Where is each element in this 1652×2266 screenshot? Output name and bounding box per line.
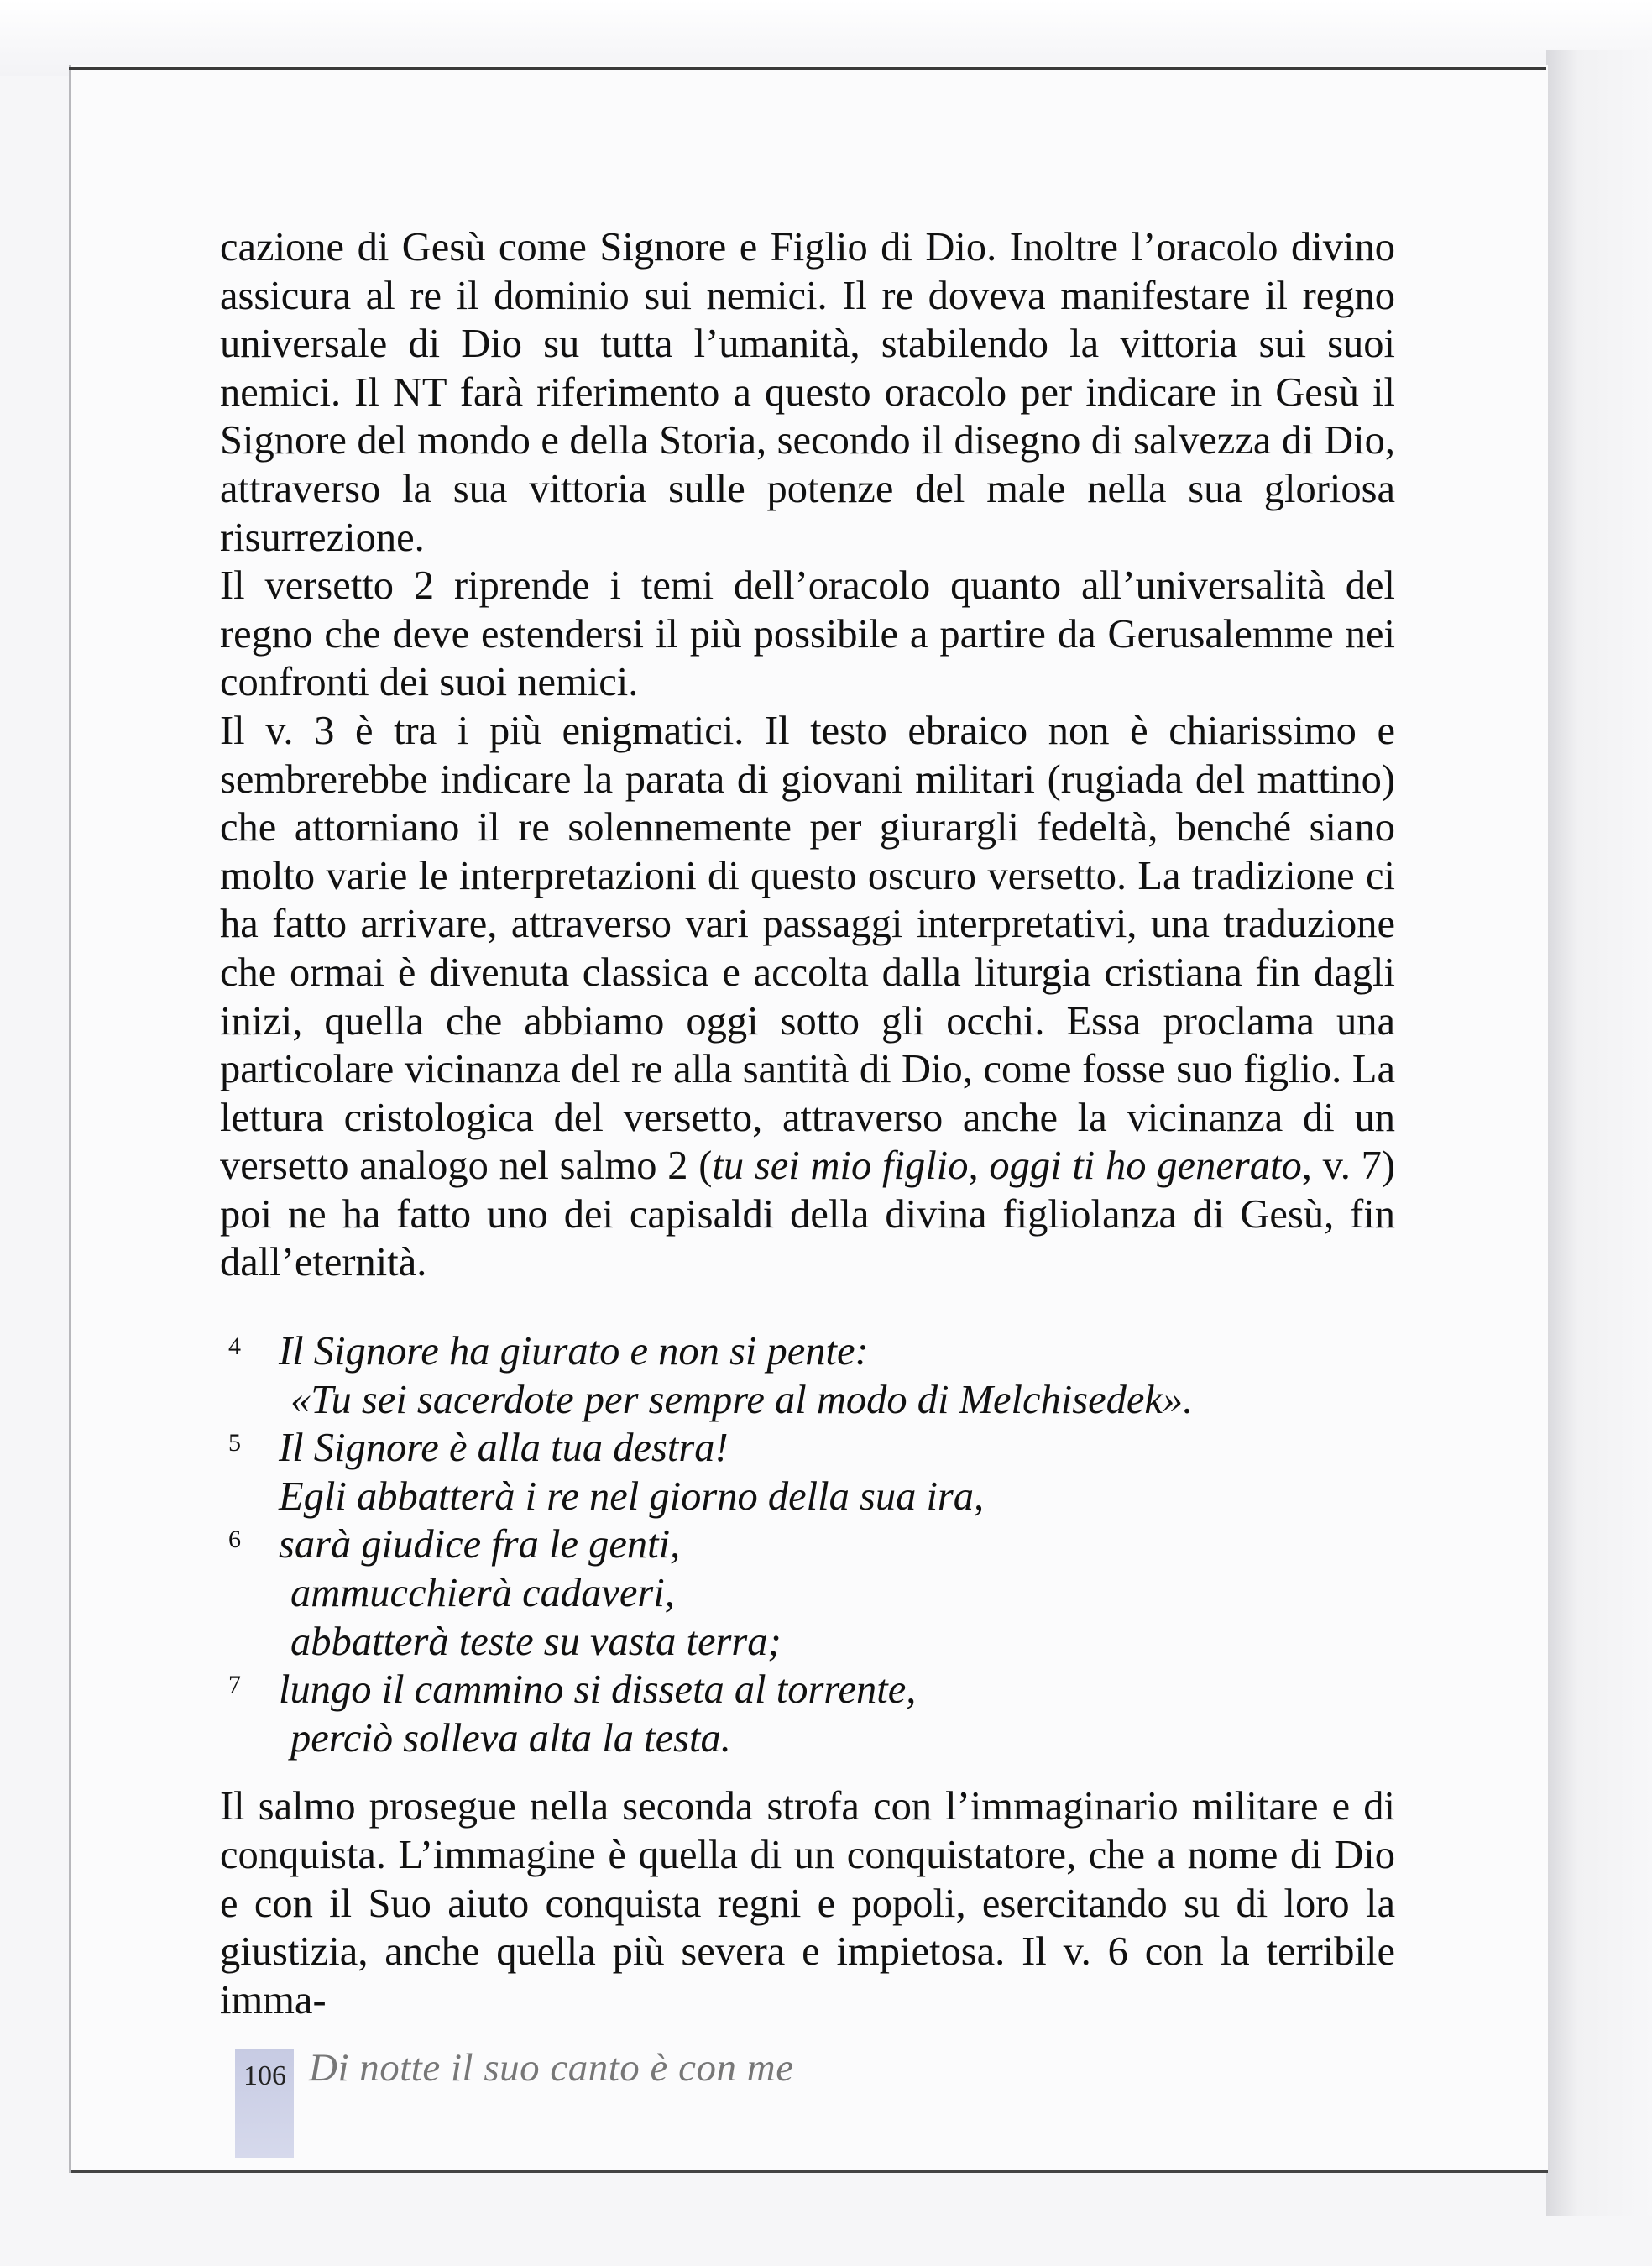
verse-line	[220, 1327, 1395, 1376]
verse-text: perciò solleva alta la testa.	[290, 1715, 731, 1761]
verse-number: 6	[228, 1525, 241, 1554]
verse-text: «Tu sei sacerdote per sempre al modo di Melchisedek».	[290, 1377, 1194, 1422]
body-text	[220, 223, 1395, 2024]
verse-number: 7	[228, 1671, 241, 1699]
verse-text: lungo il cammino si disseta al torrente,	[279, 1667, 917, 1713]
page-number: 106	[243, 2060, 286, 2091]
verse-text: ammucchierà cadaveri,	[290, 1571, 675, 1616]
verse-line	[220, 1714, 1395, 1763]
paragraph-1: cazione di Gesù come Signore e Figlio di Dio. Inoltre l’oracolo divino assicura al re il dominio sui nemici. Il re doveva manifestare il regno universale di Dio su tutta l’umanità, stabilendo la vittoria sui suoi nemici. Il NT farà riferimento a questo oracolo per indicare in Gesù il Signore del mondo e della Storia, secondo il disegno di salvezza di Dio, attraverso la sua vittoria sulle potenze del male nella sua gloriosa risurrezione.	[220, 225, 1395, 560]
verse-text: Il Signore è alla tua destra!	[279, 1426, 729, 1471]
paragraph-3	[220, 707, 1395, 1287]
verse-line	[220, 1424, 1395, 1473]
verse-line	[220, 1473, 1395, 1521]
verse-text: Il Signore ha giurato e non si pente:	[279, 1329, 869, 1374]
verse-number: 5	[228, 1429, 241, 1457]
psalm-verses	[220, 1327, 1395, 1762]
verse-line	[220, 1520, 1395, 1569]
paragraph-3-end: , v. 7) poi ne ha fatto uno dei capisaldi della divina figliolanza di Gesù, fin dall’eternità.	[220, 1143, 1395, 1285]
verse-line	[220, 1618, 1395, 1667]
verse-number: 4	[228, 1332, 241, 1361]
paragraph-4: Il salmo prosegue nella seconda strofa con l’immaginario militare e di conquista. L’immagine è quella di un conquistatore, che a nome di Dio e con il Suo aiuto conquista regni e popoli, esercitando su di loro la giustizia, anche quella più severa e impietosa. Il v. 6 con la terribile imma-	[220, 1784, 1395, 2023]
facing-page-edge	[1546, 50, 1652, 2216]
paragraph-2: Il versetto 2 riprende i temi dell’oracolo quanto all’universalità del regno che deve estendersi il più possibile a partire da Gerusalemme nei confronti dei suoi nemici.	[220, 563, 1395, 705]
verse-text: Egli abbatterà i re nel giorno della sua ira,	[279, 1473, 985, 1519]
paragraph-3-text: Il v. 3 è tra i più enigmatici. Il testo ebraico non è chiarissimo e sembrerebbe indicare la parata di giovani militari (rugiada del mattino) che attorniano il re solennemente per giurargli fedeltà, benché siano molto varie le interpretazioni di questo oscuro versetto. La tradizione ci ha fatto arrivare, attraverso vari passaggi interpretativi, una traduzione che ormai è divenuta classica e accolta dalla liturgia cristiana fin dagli inizi, quella che abbiamo oggi sotto gli occhi. Essa proclama una particolare vicinanza del re alla santità di Dio, come fosse suo figlio. La lettura cristologica del versetto, attraverso anche la vicinanza di un versetto analogo nel salmo 2 (	[220, 708, 1395, 1189]
running-title: Di notte il suo canto è con me	[309, 2046, 794, 2090]
psalm-2-quote: tu sei mio figlio, oggi ti ho generato	[712, 1143, 1302, 1189]
verse-text: sarà giudice fra le genti,	[279, 1522, 681, 1567]
verse-line	[220, 1569, 1395, 1618]
verse-line	[220, 1376, 1395, 1425]
scan-top-edge	[0, 0, 1652, 76]
verse-text: abbatterà teste su vasta terra;	[290, 1619, 782, 1664]
verse-line	[220, 1666, 1395, 1714]
page-top-border	[69, 67, 1546, 70]
